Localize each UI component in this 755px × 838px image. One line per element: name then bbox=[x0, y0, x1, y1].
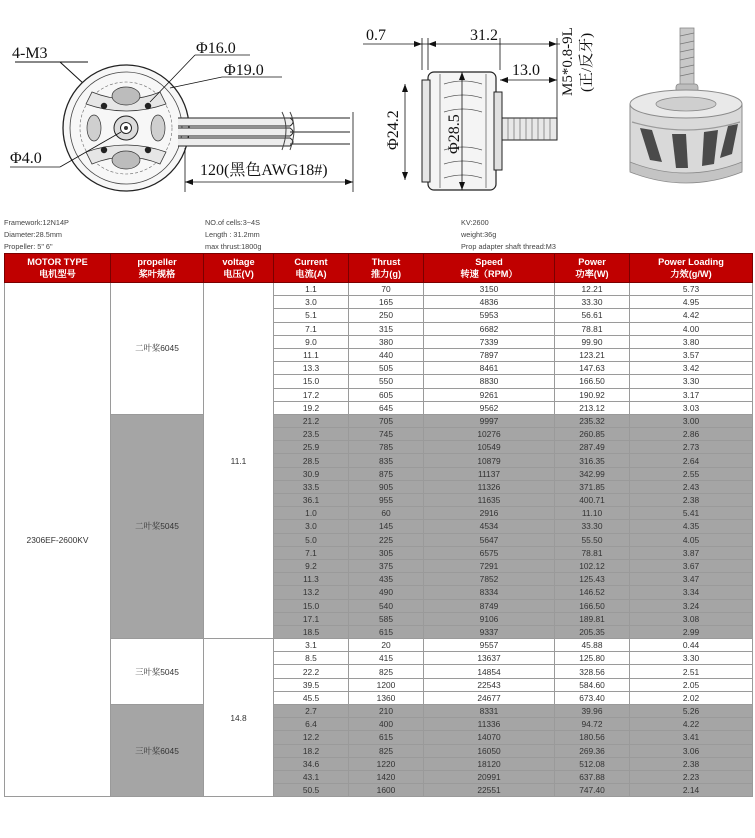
speed-cell: 11137 bbox=[424, 467, 555, 480]
spec-diameter: Diameter:28.5mm bbox=[4, 230, 62, 239]
power-cell: 166.50 bbox=[555, 375, 630, 388]
power-loading-cell: 3.87 bbox=[630, 546, 753, 559]
thrust-cell: 305 bbox=[349, 546, 424, 559]
speed-cell: 2916 bbox=[424, 507, 555, 520]
speed-cell: 9261 bbox=[424, 388, 555, 401]
power-loading-cell: 4.00 bbox=[630, 322, 753, 335]
power-cell: 637.88 bbox=[555, 770, 630, 783]
power-loading-cell: 2.02 bbox=[630, 691, 753, 704]
power-cell: 45.88 bbox=[555, 639, 630, 652]
thrust-cell: 375 bbox=[349, 559, 424, 572]
power-loading-cell: 2.43 bbox=[630, 480, 753, 493]
current-cell: 19.2 bbox=[274, 401, 349, 414]
power-loading-cell: 2.14 bbox=[630, 784, 753, 797]
current-cell: 12.2 bbox=[274, 731, 349, 744]
power-loading-cell: 3.06 bbox=[630, 744, 753, 757]
thrust-cell: 1360 bbox=[349, 691, 424, 704]
power-cell: 260.85 bbox=[555, 428, 630, 441]
power-loading-cell: 3.00 bbox=[630, 414, 753, 427]
power-loading-cell: 3.30 bbox=[630, 652, 753, 665]
thrust-cell: 315 bbox=[349, 322, 424, 335]
power-loading-cell: 5.26 bbox=[630, 705, 753, 718]
power-loading-cell: 0.44 bbox=[630, 639, 753, 652]
current-cell: 21.2 bbox=[274, 414, 349, 427]
current-cell: 43.1 bbox=[274, 770, 349, 783]
power-loading-cell: 5.73 bbox=[630, 283, 753, 296]
speed-cell: 22543 bbox=[424, 678, 555, 691]
current-cell: 13.3 bbox=[274, 362, 349, 375]
current-cell: 18.5 bbox=[274, 625, 349, 638]
motor-photo bbox=[630, 28, 742, 183]
phi-19-label: Φ19.0 bbox=[224, 62, 264, 79]
current-cell: 11.1 bbox=[274, 348, 349, 361]
thrust-cell: 20 bbox=[349, 639, 424, 652]
speed-cell: 9337 bbox=[424, 625, 555, 638]
power-cell: 235.32 bbox=[555, 414, 630, 427]
current-cell: 1.1 bbox=[274, 283, 349, 296]
speed-cell: 9106 bbox=[424, 612, 555, 625]
thrust-cell: 905 bbox=[349, 480, 424, 493]
thrust-cell: 785 bbox=[349, 441, 424, 454]
speed-cell: 4534 bbox=[424, 520, 555, 533]
thrust-cell: 825 bbox=[349, 744, 424, 757]
current-cell: 11.3 bbox=[274, 573, 349, 586]
power-cell: 78.81 bbox=[555, 322, 630, 335]
power-cell: 12.21 bbox=[555, 283, 630, 296]
table-row bbox=[5, 639, 753, 652]
power-loading-cell: 3.47 bbox=[630, 573, 753, 586]
power-cell: 205.35 bbox=[555, 625, 630, 638]
current-cell: 9.2 bbox=[274, 559, 349, 572]
current-cell: 18.2 bbox=[274, 744, 349, 757]
dim-0-7: 0.7 bbox=[366, 27, 386, 44]
dim-phi-24-2: Φ24.2 bbox=[385, 110, 402, 150]
power-cell: 123.21 bbox=[555, 348, 630, 361]
thrust-cell: 825 bbox=[349, 665, 424, 678]
thrust-cell: 400 bbox=[349, 718, 424, 731]
thrust-cell: 490 bbox=[349, 586, 424, 599]
table-row bbox=[5, 283, 753, 296]
speed-cell: 6682 bbox=[424, 322, 555, 335]
dim-phi-28-5: Φ28.5 bbox=[446, 114, 463, 154]
voltage-cell: 14.8 bbox=[204, 639, 274, 797]
thrust-cell: 835 bbox=[349, 454, 424, 467]
power-loading-cell: 4.35 bbox=[630, 520, 753, 533]
power-loading-cell: 3.42 bbox=[630, 362, 753, 375]
power-cell: 180.56 bbox=[555, 731, 630, 744]
power-cell: 316.35 bbox=[555, 454, 630, 467]
thrust-cell: 60 bbox=[349, 507, 424, 520]
power-cell: 584.60 bbox=[555, 678, 630, 691]
power-cell: 190.92 bbox=[555, 388, 630, 401]
power-cell: 512.08 bbox=[555, 757, 630, 770]
speed-cell: 8830 bbox=[424, 375, 555, 388]
thrust-cell: 955 bbox=[349, 494, 424, 507]
speed-cell: 18120 bbox=[424, 757, 555, 770]
current-cell: 17.2 bbox=[274, 388, 349, 401]
speed-cell: 8749 bbox=[424, 599, 555, 612]
speed-cell: 9562 bbox=[424, 401, 555, 414]
propeller-cell: 三叶桨5045 bbox=[111, 639, 204, 705]
power-loading-cell: 3.30 bbox=[630, 375, 753, 388]
current-cell: 3.0 bbox=[274, 520, 349, 533]
speed-cell: 11336 bbox=[424, 718, 555, 731]
voltage-cell: 11.1 bbox=[204, 283, 274, 639]
motor-drawings bbox=[0, 0, 755, 214]
power-cell: 342.99 bbox=[555, 467, 630, 480]
current-cell: 39.5 bbox=[274, 678, 349, 691]
power-cell: 287.49 bbox=[555, 441, 630, 454]
speed-cell: 22551 bbox=[424, 784, 555, 797]
header-current: Current 电流(A) bbox=[274, 254, 349, 283]
power-cell: 213.12 bbox=[555, 401, 630, 414]
thrust-cell: 505 bbox=[349, 362, 424, 375]
current-cell: 5.0 bbox=[274, 533, 349, 546]
power-loading-cell: 2.99 bbox=[630, 625, 753, 638]
current-cell: 23.5 bbox=[274, 428, 349, 441]
thrust-cell: 875 bbox=[349, 467, 424, 480]
current-cell: 17.1 bbox=[274, 612, 349, 625]
lead-length-label: 120(黑色AWG18#) bbox=[200, 162, 328, 179]
table-row bbox=[5, 414, 753, 427]
propeller-cell: 二叶桨6045 bbox=[111, 283, 204, 415]
current-cell: 34.6 bbox=[274, 757, 349, 770]
power-cell: 189.81 bbox=[555, 612, 630, 625]
power-cell: 400.71 bbox=[555, 494, 630, 507]
speed-cell: 11326 bbox=[424, 480, 555, 493]
thrust-cell: 145 bbox=[349, 520, 424, 533]
thrust-cell: 415 bbox=[349, 652, 424, 665]
phi-4-label: Φ4.0 bbox=[10, 150, 42, 167]
current-cell: 2.7 bbox=[274, 705, 349, 718]
thrust-cell: 605 bbox=[349, 388, 424, 401]
thrust-cell: 540 bbox=[349, 599, 424, 612]
current-cell: 22.2 bbox=[274, 665, 349, 678]
power-cell: 125.80 bbox=[555, 652, 630, 665]
speed-cell: 16050 bbox=[424, 744, 555, 757]
speed-cell: 7339 bbox=[424, 335, 555, 348]
header-motor-type: MOTOR TYPE 电机型号 bbox=[5, 254, 111, 283]
power-cell: 166.50 bbox=[555, 599, 630, 612]
power-cell: 11.10 bbox=[555, 507, 630, 520]
speed-cell: 7291 bbox=[424, 559, 555, 572]
thrust-cell: 250 bbox=[349, 309, 424, 322]
power-loading-cell: 3.80 bbox=[630, 335, 753, 348]
current-cell: 36.1 bbox=[274, 494, 349, 507]
thrust-cell: 550 bbox=[349, 375, 424, 388]
power-cell: 56.61 bbox=[555, 309, 630, 322]
current-cell: 8.5 bbox=[274, 652, 349, 665]
power-cell: 125.43 bbox=[555, 573, 630, 586]
power-cell: 55.50 bbox=[555, 533, 630, 546]
spec-framework: Framework:12N14P bbox=[4, 218, 69, 227]
speed-cell: 6575 bbox=[424, 546, 555, 559]
speed-cell: 9997 bbox=[424, 414, 555, 427]
power-loading-cell: 4.42 bbox=[630, 309, 753, 322]
power-cell: 747.40 bbox=[555, 784, 630, 797]
propeller-cell: 三叶桨6045 bbox=[111, 705, 204, 797]
spec-adapter: Prop adapter shaft thread:M3 bbox=[461, 242, 556, 251]
thrust-cell: 440 bbox=[349, 348, 424, 361]
power-loading-cell: 3.41 bbox=[630, 731, 753, 744]
power-cell: 328.56 bbox=[555, 665, 630, 678]
speed-cell: 9557 bbox=[424, 639, 555, 652]
speed-cell: 7897 bbox=[424, 348, 555, 361]
table-body bbox=[5, 283, 753, 797]
power-loading-cell: 3.67 bbox=[630, 559, 753, 572]
speed-cell: 20991 bbox=[424, 770, 555, 783]
thrust-cell: 225 bbox=[349, 533, 424, 546]
thrust-cell: 435 bbox=[349, 573, 424, 586]
power-cell: 99.90 bbox=[555, 335, 630, 348]
thrust-cell: 1420 bbox=[349, 770, 424, 783]
propeller-cell: 二叶桨5045 bbox=[111, 414, 204, 638]
spec-block bbox=[4, 217, 754, 253]
table-header-row bbox=[5, 254, 753, 283]
speed-cell: 11635 bbox=[424, 494, 555, 507]
speed-cell: 8461 bbox=[424, 362, 555, 375]
power-loading-cell: 2.23 bbox=[630, 770, 753, 783]
power-cell: 102.12 bbox=[555, 559, 630, 572]
power-cell: 146.52 bbox=[555, 586, 630, 599]
power-loading-cell: 4.95 bbox=[630, 296, 753, 309]
current-cell: 15.0 bbox=[274, 375, 349, 388]
header-speed: Speed 转速（RPM） bbox=[424, 254, 555, 283]
thrust-cell: 380 bbox=[349, 335, 424, 348]
speed-cell: 14854 bbox=[424, 665, 555, 678]
current-cell: 50.5 bbox=[274, 784, 349, 797]
power-loading-cell: 3.24 bbox=[630, 599, 753, 612]
power-loading-cell: 4.22 bbox=[630, 718, 753, 731]
spec-weight: weight:36g bbox=[461, 230, 497, 239]
thrust-cell: 1200 bbox=[349, 678, 424, 691]
thrust-cell: 645 bbox=[349, 401, 424, 414]
current-cell: 15.0 bbox=[274, 599, 349, 612]
front-view-drawing bbox=[10, 40, 353, 192]
speed-cell: 7852 bbox=[424, 573, 555, 586]
header-power-loading: Power Loading 力效(g/W) bbox=[630, 254, 753, 283]
table-row bbox=[5, 705, 753, 718]
speed-cell: 3150 bbox=[424, 283, 555, 296]
power-cell: 39.96 bbox=[555, 705, 630, 718]
speed-cell: 10879 bbox=[424, 454, 555, 467]
thrust-cell: 705 bbox=[349, 414, 424, 427]
current-cell: 7.1 bbox=[274, 322, 349, 335]
spec-length: Length : 31.2mm bbox=[205, 230, 260, 239]
power-loading-cell: 2.64 bbox=[630, 454, 753, 467]
current-cell: 3.1 bbox=[274, 639, 349, 652]
header-power: Power 功率(W) bbox=[555, 254, 630, 283]
power-loading-cell: 2.55 bbox=[630, 467, 753, 480]
thread-label: M5*0.8-9L bbox=[560, 27, 576, 96]
dim-31-2: 31.2 bbox=[470, 27, 498, 44]
thrust-cell: 615 bbox=[349, 731, 424, 744]
thrust-cell: 165 bbox=[349, 296, 424, 309]
current-cell: 30.9 bbox=[274, 467, 349, 480]
current-cell: 6.4 bbox=[274, 718, 349, 731]
performance-table bbox=[4, 253, 753, 797]
spec-kv: KV:2600 bbox=[461, 218, 489, 227]
power-loading-cell: 3.57 bbox=[630, 348, 753, 361]
thrust-cell: 585 bbox=[349, 612, 424, 625]
speed-cell: 8331 bbox=[424, 705, 555, 718]
current-cell: 13.2 bbox=[274, 586, 349, 599]
power-loading-cell: 2.51 bbox=[630, 665, 753, 678]
power-cell: 673.40 bbox=[555, 691, 630, 704]
header-voltage: voltage 电压(V) bbox=[204, 254, 274, 283]
power-loading-cell: 2.86 bbox=[630, 428, 753, 441]
current-cell: 33.5 bbox=[274, 480, 349, 493]
speed-cell: 10549 bbox=[424, 441, 555, 454]
power-cell: 147.63 bbox=[555, 362, 630, 375]
power-loading-cell: 3.17 bbox=[630, 388, 753, 401]
screw-label: 4-M3 bbox=[12, 45, 48, 62]
power-loading-cell: 2.05 bbox=[630, 678, 753, 691]
power-loading-cell: 2.73 bbox=[630, 441, 753, 454]
power-cell: 33.30 bbox=[555, 296, 630, 309]
thread-direction-label: (正/反牙) bbox=[579, 32, 595, 92]
spec-propeller: Propeller: 5" 6" bbox=[4, 242, 53, 251]
side-view-drawing bbox=[363, 27, 595, 190]
current-cell: 1.0 bbox=[274, 507, 349, 520]
speed-cell: 24677 bbox=[424, 691, 555, 704]
dim-13-0: 13.0 bbox=[512, 62, 540, 79]
power-loading-cell: 2.38 bbox=[630, 757, 753, 770]
speed-cell: 13637 bbox=[424, 652, 555, 665]
power-cell: 33.30 bbox=[555, 520, 630, 533]
power-loading-cell: 4.05 bbox=[630, 533, 753, 546]
power-loading-cell: 3.03 bbox=[630, 401, 753, 414]
power-cell: 269.36 bbox=[555, 744, 630, 757]
current-cell: 9.0 bbox=[274, 335, 349, 348]
power-loading-cell: 2.38 bbox=[630, 494, 753, 507]
speed-cell: 4836 bbox=[424, 296, 555, 309]
power-loading-cell: 5.41 bbox=[630, 507, 753, 520]
thrust-cell: 1220 bbox=[349, 757, 424, 770]
phi-16-label: Φ16.0 bbox=[196, 40, 236, 57]
current-cell: 3.0 bbox=[274, 296, 349, 309]
spec-cells: NO.of cells:3~4S bbox=[205, 218, 260, 227]
thrust-cell: 70 bbox=[349, 283, 424, 296]
speed-cell: 10276 bbox=[424, 428, 555, 441]
power-loading-cell: 3.08 bbox=[630, 612, 753, 625]
thrust-cell: 1600 bbox=[349, 784, 424, 797]
power-cell: 371.85 bbox=[555, 480, 630, 493]
speed-cell: 14070 bbox=[424, 731, 555, 744]
power-cell: 78.81 bbox=[555, 546, 630, 559]
thrust-cell: 745 bbox=[349, 428, 424, 441]
header-thrust: Thrust 推力(g) bbox=[349, 254, 424, 283]
spec-max-thrust: max thrust:1800g bbox=[205, 242, 262, 251]
thrust-cell: 615 bbox=[349, 625, 424, 638]
current-cell: 7.1 bbox=[274, 546, 349, 559]
power-cell: 94.72 bbox=[555, 718, 630, 731]
current-cell: 5.1 bbox=[274, 309, 349, 322]
motor-type-cell: 2306EF-2600KV bbox=[5, 283, 111, 797]
thrust-cell: 210 bbox=[349, 705, 424, 718]
current-cell: 45.5 bbox=[274, 691, 349, 704]
speed-cell: 5953 bbox=[424, 309, 555, 322]
header-propeller: propeller 桨叶规格 bbox=[111, 254, 204, 283]
speed-cell: 8334 bbox=[424, 586, 555, 599]
power-loading-cell: 3.34 bbox=[630, 586, 753, 599]
speed-cell: 5647 bbox=[424, 533, 555, 546]
current-cell: 25.9 bbox=[274, 441, 349, 454]
current-cell: 28.5 bbox=[274, 454, 349, 467]
